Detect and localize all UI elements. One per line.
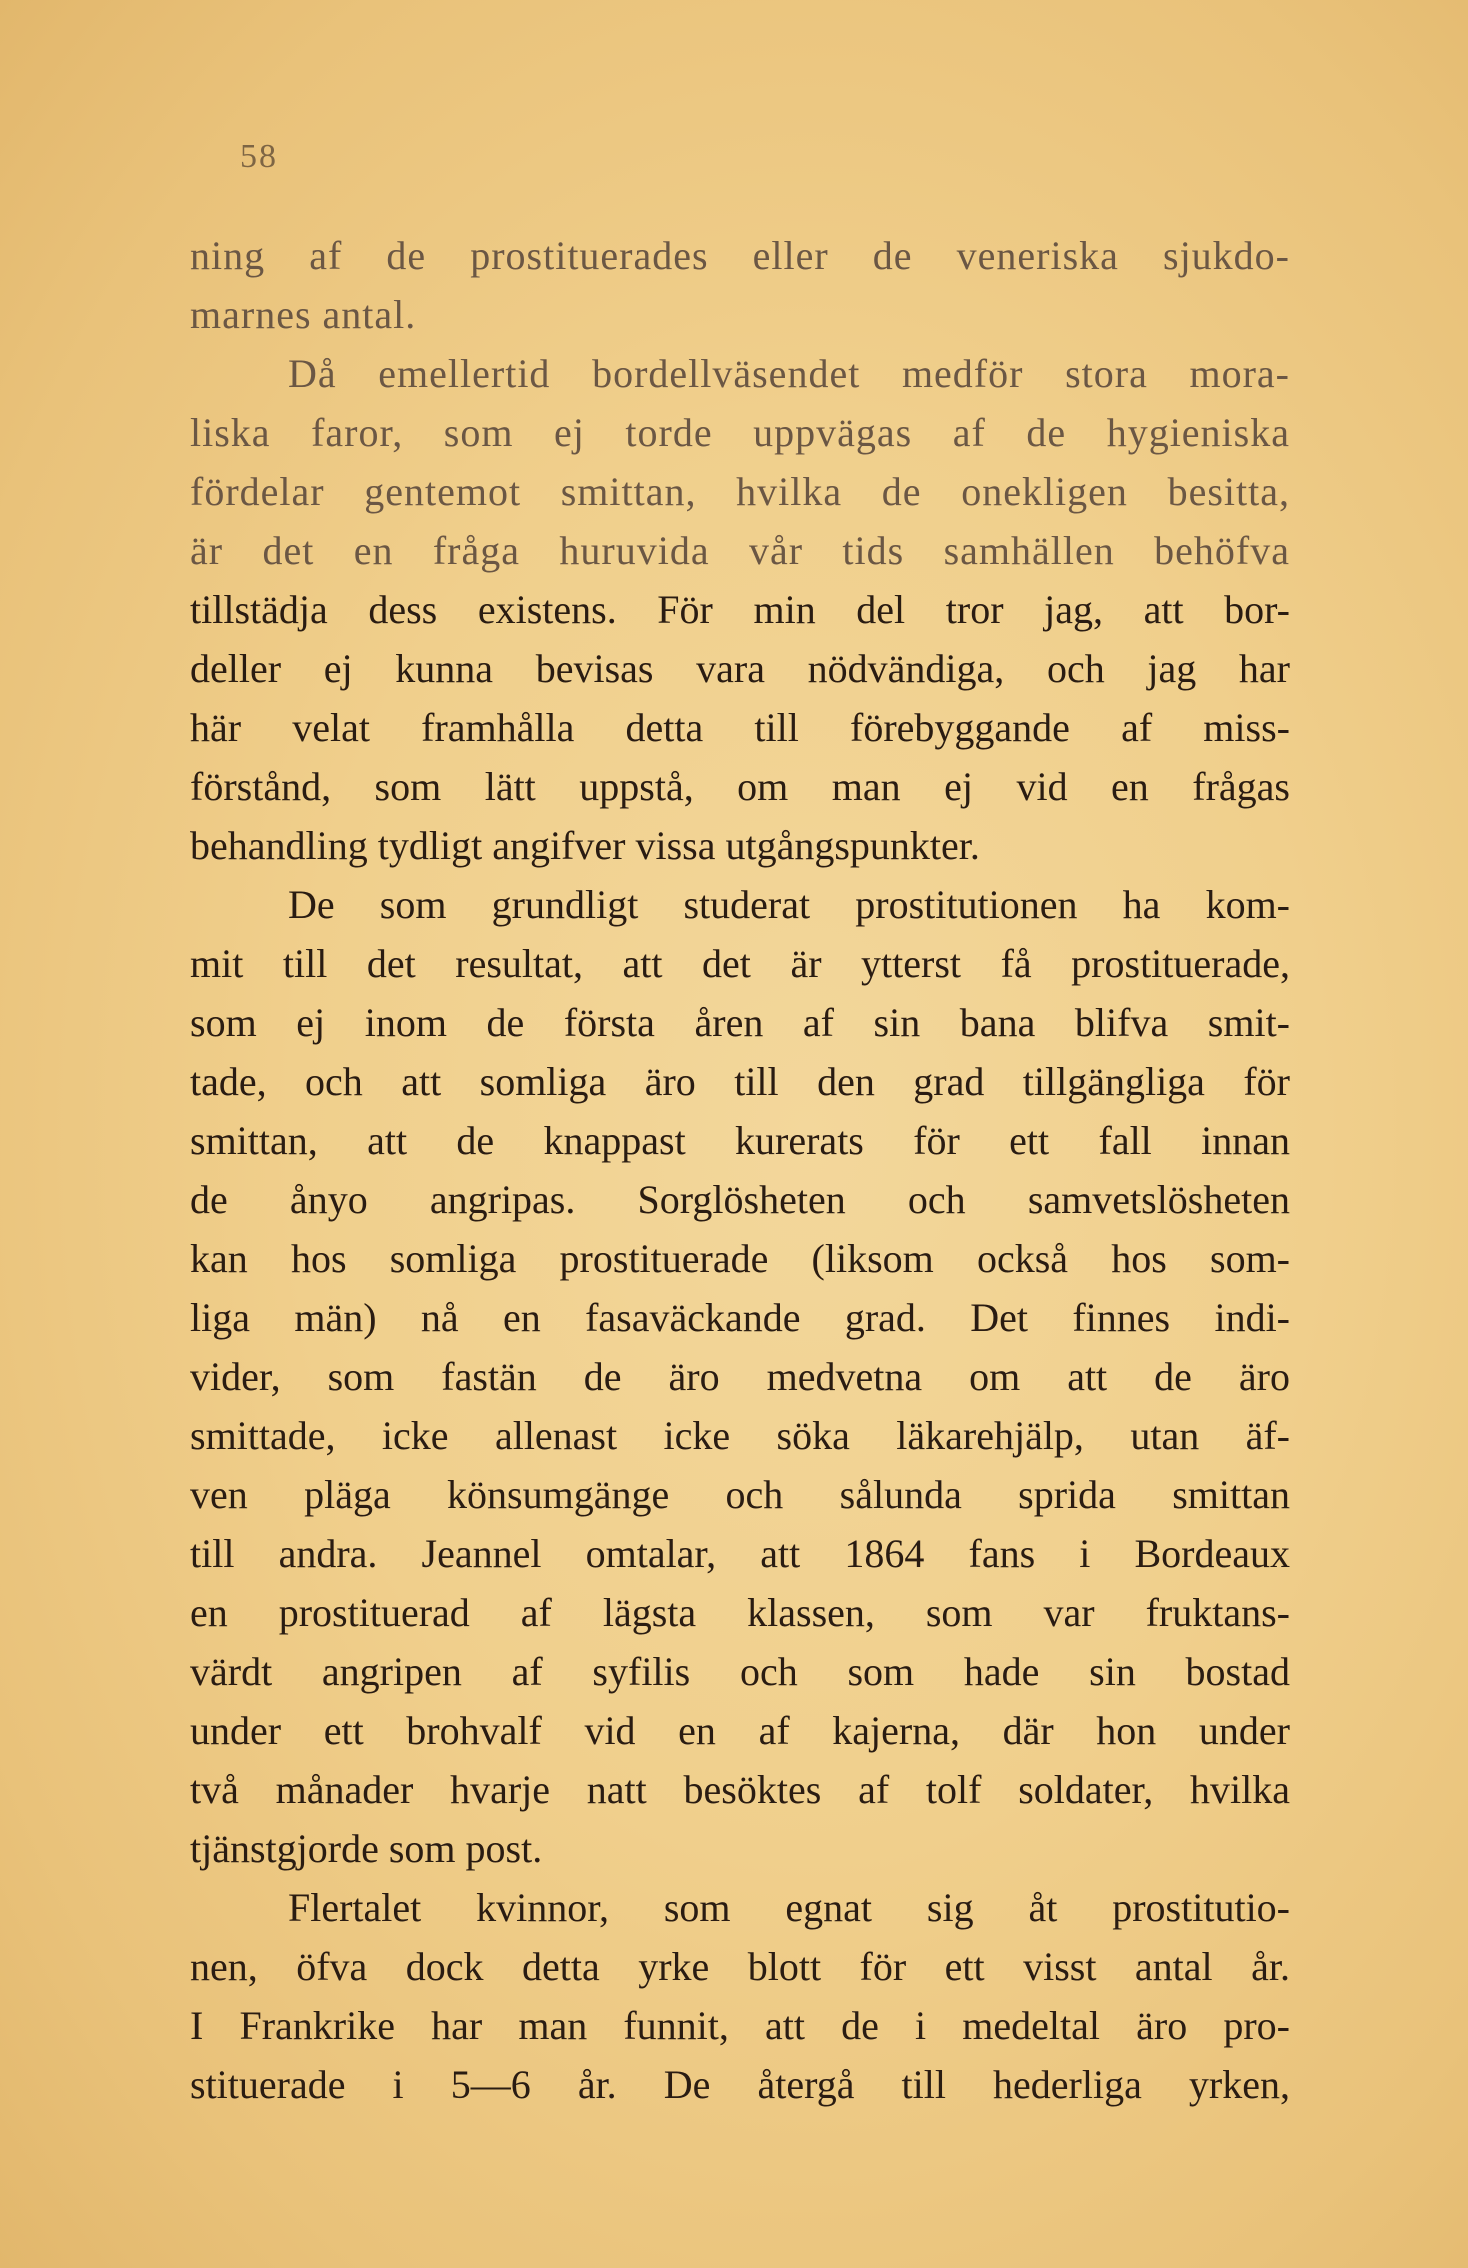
text-line: Då emellertid bordellväsendet medför stora mora- [288,351,1290,396]
body-text [190,226,1290,2114]
text-line: två månader hvarje natt besöktes af tolf soldater, hvilka [190,1767,1290,1812]
text-line: deller ej kunna bevisas vara nödvändiga, och jag har [190,646,1290,691]
text-line: liga män) nå en fasaväckande grad. Det finnes indi- [190,1295,1290,1340]
text-line: vider, som fastän de äro medvetna om att de äro [190,1354,1290,1399]
text-line: smittade, icke allenast icke söka läkarehjälp, utan äf- [190,1413,1290,1458]
text-line: tade, och att somliga äro till den grad tillgängliga för [190,1059,1290,1104]
text-line: liska faror, som ej torde uppvägas af de hygieniska [190,410,1290,455]
text-line: smittan, att de knappast kurerats för ett fall innan [190,1118,1290,1163]
text-line: nen, öfva dock detta yrke blott för ett visst antal år. [190,1944,1290,1989]
text-line: värdt angripen af syfilis och som hade sin bostad [190,1649,1290,1694]
text-line: Flertalet kvinnor, som egnat sig åt prostitutio- [288,1885,1290,1930]
text-line: De som grundligt studerat prostitutionen ha kom- [288,882,1290,927]
page-number: 58 [240,138,278,175]
text-line: här velat framhålla detta till förebyggande af miss- [190,705,1290,750]
text-line: marnes antal. [190,292,417,337]
text-line: kan hos somliga prostituerade (liksom också hos som- [190,1236,1290,1281]
text-line: som ej inom de första åren af sin bana blifva smit- [190,1000,1290,1045]
text-line: ning af de prostituerades eller de veneriska sjukdo- [190,233,1290,278]
text-line: behandling tydligt angifver vissa utgångspunkter. [190,823,980,868]
text-line: tillstädja dess existens. För min del tror jag, att bor- [190,587,1290,632]
text-line: är det en fråga huruvida vår tids samhällen behöfva [190,528,1290,573]
text-line: en prostituerad af lägsta klassen, som var fruktans- [190,1590,1290,1635]
text-line: I Frankrike har man funnit, att de i medeltal äro pro- [190,2003,1290,2048]
text-line: de ånyo angripas. Sorglösheten och samvetslösheten [190,1177,1290,1222]
text-line: till andra. Jeannel omtalar, att 1864 fans i Bordeaux [190,1531,1290,1576]
text-line: tjänstgjorde som post. [190,1826,543,1871]
text-line: under ett brohvalf vid en af kajerna, där hon under [190,1708,1290,1753]
text-line: mit till det resultat, att det är ytterst få prostituerade, [190,941,1290,986]
text-line: fördelar gentemot smittan, hvilka de onekligen besitta, [190,469,1290,514]
text-line: förstånd, som lätt uppstå, om man ej vid en frågas [190,764,1290,809]
text-line: stituerade i 5—6 år. De återgå till hederliga yrken, [190,2062,1290,2107]
text-line: ven pläga könsumgänge och sålunda sprida smittan [190,1472,1290,1517]
